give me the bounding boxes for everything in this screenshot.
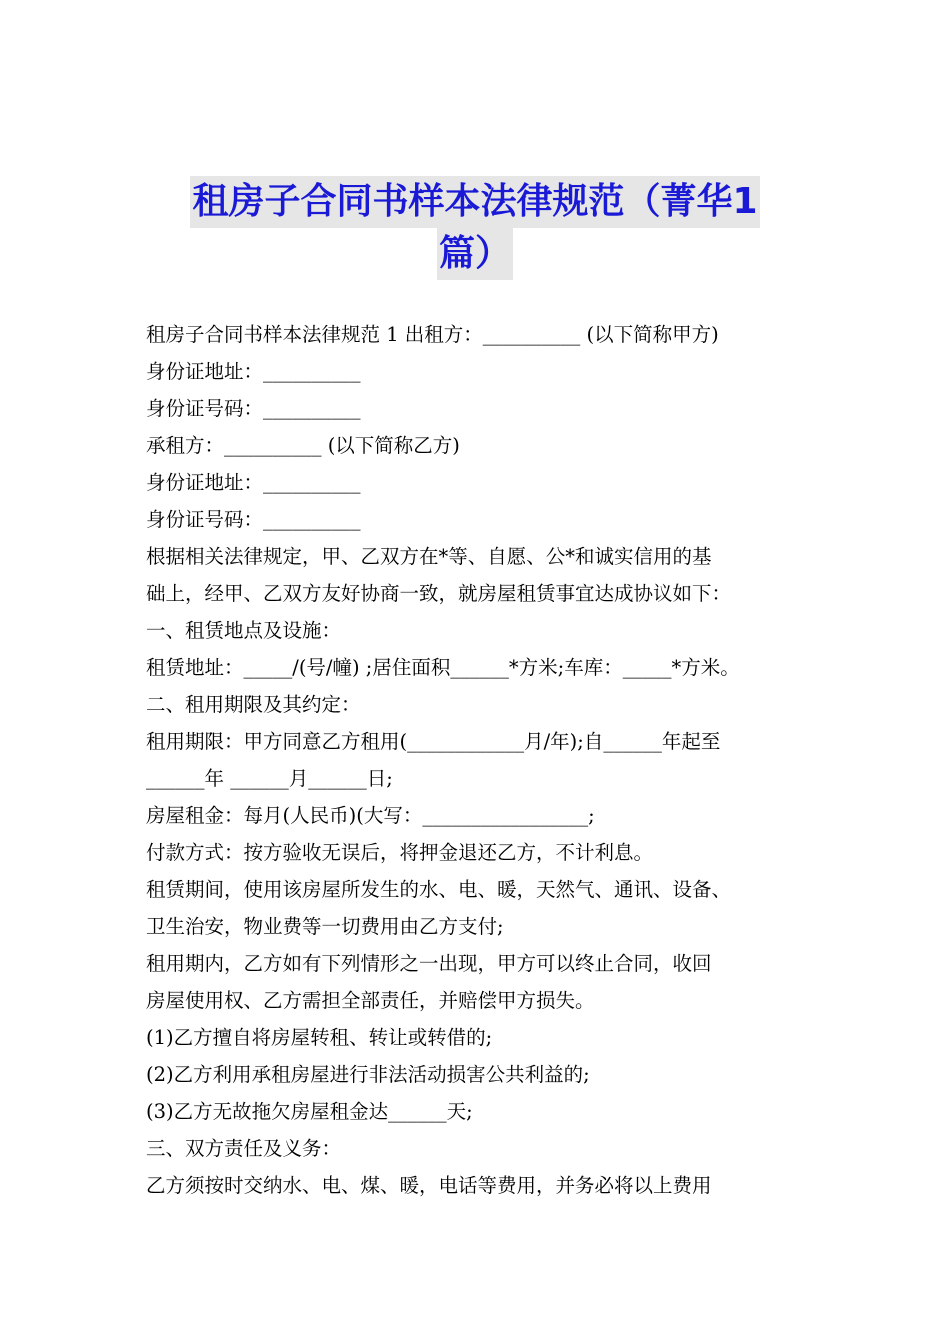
body-line: 房屋使用权、乙方需担全部责任，并赔偿甲方损失。 xyxy=(146,989,595,1012)
body-line: 础上，经甲、乙双方友好协商一致，就房屋租赁事宜达成协议如下： xyxy=(146,582,732,605)
document-title xyxy=(150,176,800,280)
body-line: 身份证地址：__________ xyxy=(146,360,361,383)
list-item: (1)乙方擅自将房屋转租、转让或转借的; xyxy=(146,1026,493,1049)
document-body xyxy=(146,316,826,1204)
body-line: 身份证号码：__________ xyxy=(146,397,361,420)
body-line: 乙方须按时交纳水、电、煤、暖，电话等费用，并务必将以上费用 xyxy=(146,1174,712,1197)
body-line: 身份证号码：__________ xyxy=(146,508,361,531)
body-line: 租用期限：甲方同意乙方租用(____________月/年);自______年起至 xyxy=(146,730,721,753)
section-heading: 三、双方责任及义务： xyxy=(146,1137,342,1160)
body-line: 身份证地址：__________ xyxy=(146,471,361,494)
section-heading: 二、租用期限及其约定： xyxy=(146,693,361,716)
body-line: 付款方式：按方验收无误后，将押金退还乙方，不计利息。 xyxy=(146,841,654,864)
body-line: 租用期内，乙方如有下列情形之一出现，甲方可以终止合同，收回 xyxy=(146,952,712,975)
title-line-2: 篇） xyxy=(437,228,513,280)
body-line: 租赁期间，使用该房屋所发生的水、电、暖，天然气、通讯、设备、 xyxy=(146,878,732,901)
title-line-1: 租房子合同书样本法律规范（菁华1 xyxy=(190,176,759,228)
section-heading: 一、租赁地点及设施： xyxy=(146,619,342,642)
body-line: ______年 ______月______日; xyxy=(146,767,393,790)
body-line: 根据相关法律规定，甲、乙双方在*等、自愿、公*和诚实信用的基 xyxy=(146,545,712,568)
list-item: (2)乙方利用承租房屋进行非法活动损害公共利益的; xyxy=(146,1063,590,1086)
body-line: 承租方：__________ (以下简称乙方) xyxy=(146,434,460,457)
body-line: 租房子合同书样本法律规范 1 出租方：__________ (以下简称甲方) xyxy=(146,323,719,346)
body-line: 卫生治安，物业费等一切费用由乙方支付; xyxy=(146,915,504,938)
body-line: 租赁地址：_____/(号/幢) ;居住面积______*方米;车库：_____*方米。 xyxy=(146,656,740,679)
body-line: 房屋租金：每月(人民币)(大写：_________________; xyxy=(146,804,595,827)
list-item: (3)乙方无故拖欠房屋租金达______天; xyxy=(146,1100,473,1123)
